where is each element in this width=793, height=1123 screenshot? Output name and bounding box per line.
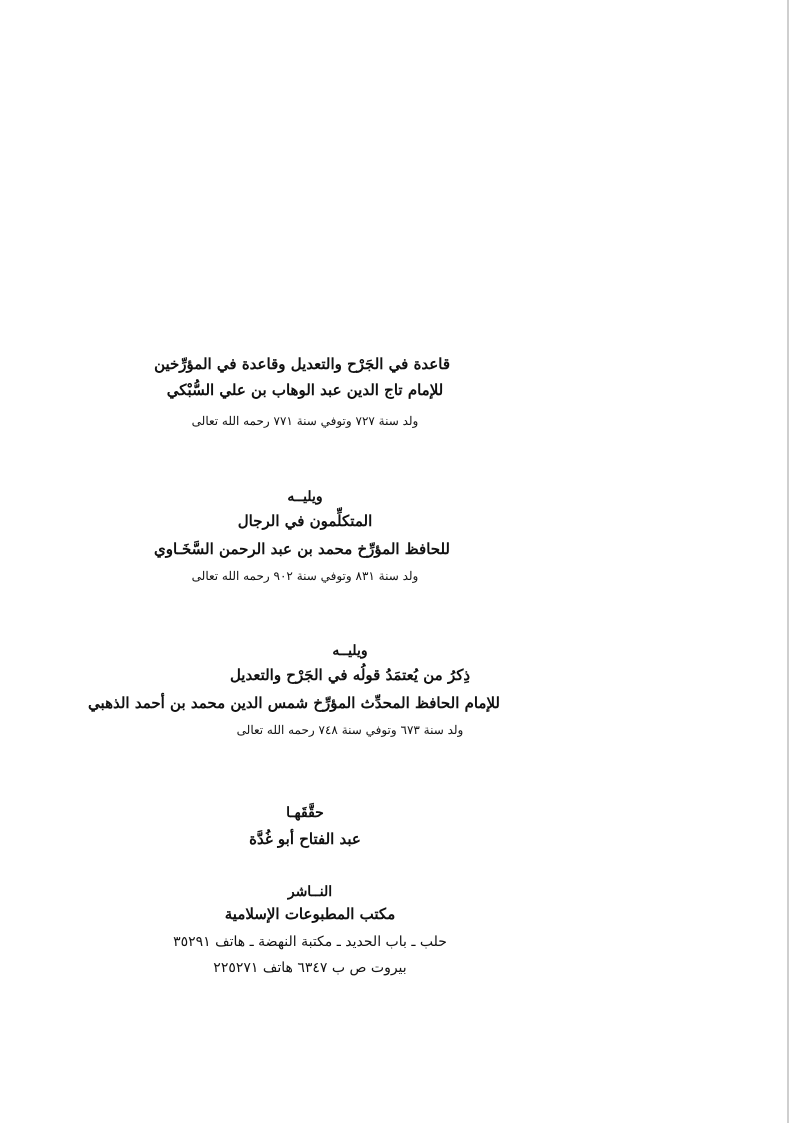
- second-work-block: [154, 489, 450, 583]
- publisher-label: النــاشر: [287, 884, 333, 900]
- main-author: للإمام تاج الدين عبد الوهاب بن علي السُّبْكي: [166, 381, 444, 399]
- third-work-dates: ولد سنة ٦٧٣ وتوفي سنة ٧٤٨ رحمه الله تعالى: [236, 723, 464, 737]
- publisher-address-aleppo: حلب ـ باب الحديد ـ مكتبة النهضة ـ هاتف ٣٥٢٩١: [173, 934, 447, 950]
- main-title-block: [154, 355, 450, 428]
- second-work-author: للحافظ المؤرِّخ محمد بن عبد الرحمن السَّخَـاوي: [154, 540, 450, 558]
- second-work-title: المتكلِّمون في الرجال: [237, 512, 373, 530]
- publisher-block: [155, 885, 465, 975]
- main-title: قاعدة في الجَرْح والتعديل وقاعدة في المؤرِّخين: [154, 355, 450, 373]
- second-work-intro: ويليــه: [287, 489, 323, 505]
- second-work-dates: ولد سنة ٨٣١ وتوفي سنة ٩٠٢ رحمه الله تعالى: [191, 569, 419, 583]
- editor-block: [235, 806, 375, 847]
- third-work-author: للإمام الحافظ المحدِّث المؤرِّخ شمس الدين محمد بن أحمد الذهبي: [88, 694, 500, 712]
- editor-label: حقَّقَهـا: [286, 805, 324, 821]
- scan-edge-line: [787, 0, 789, 1123]
- third-work-block: [88, 643, 500, 737]
- editor-name: عبد الفتاح أبو غُدَّة: [249, 830, 361, 848]
- third-work-intro: ويليــه: [332, 643, 368, 659]
- publisher-name: مكتب المطبوعات الإسلامية: [224, 905, 396, 923]
- main-author-dates: ولد سنة ٧٢٧ وتوفي سنة ٧٧١ رحمه الله تعالى: [191, 414, 419, 428]
- publisher-address-beirut: بيروت ص ب ٦٣٤٧ هاتف ٢٢٥٢٧١: [213, 960, 407, 976]
- third-work-title: ذِكرُ من يُعتمَدُ قولُه في الجَرْح والتعديل: [229, 666, 471, 684]
